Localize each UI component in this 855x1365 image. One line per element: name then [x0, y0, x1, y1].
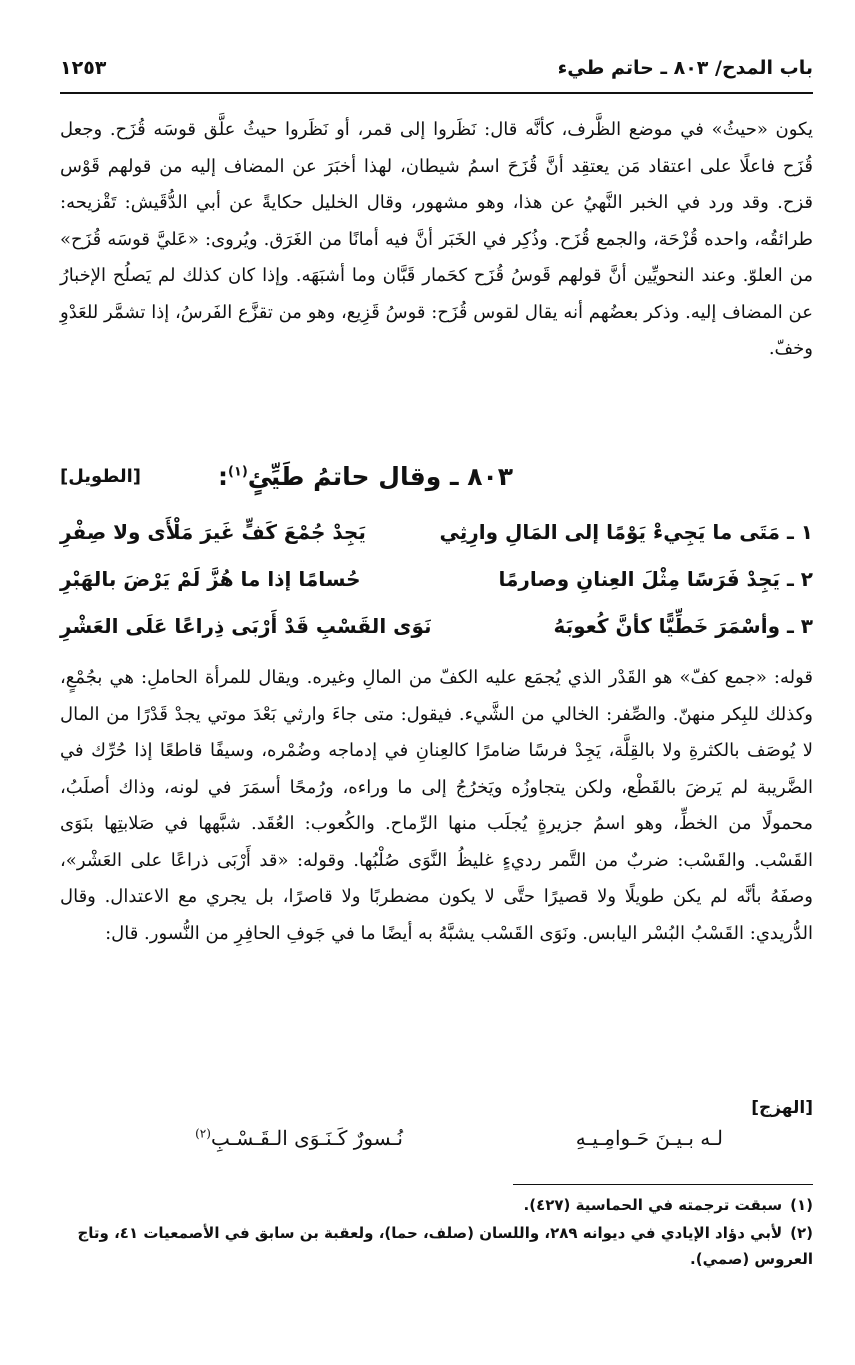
footnote-2-text: لأبي دؤاد الإيادي في ديوانه ٢٨٩، واللسان (صلف، حما)، ولعقبة بن سابق في الأصمعيات ٤١، وتاج العروس (صمي).	[77, 1224, 813, 1268]
footnote-divider	[513, 1184, 813, 1185]
verse-2-hemistich-2: حُسامًا إذا ما هُزَّ لَمْ يَرْضَ بالهَبْرِ	[60, 567, 361, 591]
verse-3-hemistich-1: ٣ ـ وأسْمَرَ خَطِّيًّا كأنَّ كُعوبَهُ	[553, 614, 813, 638]
footnote-1-number: (١)	[790, 1196, 813, 1214]
section-title: باب المدح/ ٨٠٣ ـ حاتم طيء	[557, 57, 813, 79]
verse-2	[60, 563, 813, 610]
footnote-1-text: سبقت ترجمته في الحماسية (٤٢٧).	[523, 1196, 783, 1214]
verse-1-hemistich-1: ١ ـ مَتَى ما يَجِيءْ يَوْمًا إلى المَالِ وارِثِي	[439, 520, 813, 544]
verse-1	[60, 516, 813, 563]
verse-1-hemistich-2: يَجِدْ جُمْعَ كَفٍّ غَيرَ مَلْأَى ولا صِفْرِ	[60, 520, 366, 544]
footnote-2-number: (٢)	[790, 1224, 813, 1242]
page-number: ١٢٥٣	[60, 57, 107, 79]
quoted-hemistich-2-wrap	[195, 1126, 403, 1150]
prose-paragraph: يكون «حيثُ» في موضع الظَّرف، كأنَّه قال: نَظَروا إلى قمر، أو نَظَروا حيثُ علَّق قوسَه قُزَح. وجعل قُزَح فاعلًا على اعتقاد مَن يعتقِد أنَّ قُزَحَ اسمُ شيطان، لهذا أخبَرَ عن المضاف إليه من قولهم قَوْس قزح. وقد ورد في الخبر النَّهيُ عن هذا، وهو مشهور، وقال الخليل حكايةً عن أبي الدُّقَيش: تَقْزيحه: طرائقُه، واحده قُزْحَة، والجمع قُزَح. وذُكِر في الخَبَر أنَّ فيه أمانًا من الغَرَق. ويُروى: «عَليَّ قوسَه قُزَح» من العلوّ. وعند النحويِّين أنَّ قولهم قَوسُ قُزَح كحَمار قَبَّان وما أشبَهَه. وإذا كان كذلك لم يَصلُح الإخبارُ عن المضاف إليه. وذكر بعضُهم أنه يقال لقوس قُزَح: قوسُ قَزِيع، وهو من تقزَّع الفَرسُ، إذا تشمَّر للعَدْوِ وخفّ.	[60, 119, 813, 359]
poem-verses	[60, 516, 813, 657]
poem-meter: [الطويل]	[60, 466, 142, 487]
footnotes	[60, 1192, 813, 1274]
verse-2-hemistich-1: ٢ ـ يَجِدْ فَرَسًا مِثْلَ العِنانِ وصارمًا	[498, 567, 813, 591]
verse-3-hemistich-2: نَوَى القَسْبِ قَدْ أَرْبَى ذِراعًا عَلَى العَشْرِ	[60, 614, 432, 638]
quoted-hemistich-1: لـه بـيـنَ حَـوامِـيـهِ	[575, 1126, 723, 1150]
footnote-2	[60, 1220, 813, 1272]
quoted-verse	[60, 1126, 813, 1166]
poem-title-text: ٨٠٣ ـ وقال حاتمُ طَيِّئٍ	[247, 462, 513, 491]
commentary-paragraph: قوله: «جمع كفّ» هو القَدْر الذي يُجمَع عليه الكفّ من المالِ وغيره. ويقال للمرأة الحاملِ: هي بجُمْعٍ، وكذلك للبِكر منهنّ. والصِّفر: الخالي من الشَّيء. فيقول: متى جاءَ وارثي بَعْدَ موتي يجدْ قَدْرًا من المال لا يُوصَف بالكثرةِ ولا بالقِلَّة، يَجِدْ فرسًا ضامرًا كالعِنانِ في إدماجه وضُمْره، وسيفًا قاطعًا إذا حُرِّك في الضَّريبة لم يَرضَ بالقَطْع، ولكن يتجاوزُه ويَخرُجُ إلى ما وراءه، ورُمحًا أسمَرَ في لونه، وذاك أصلَبُ، محمولًا من الخطِّ، وهو اسمُ جزيرةٍ يُجلَب منها الرِّماح. والكُعوب: العُقَد. شبَّهها في صَلابتِها بنَوَى القَسْب. والقَسْب: ضربٌ من التَّمر رديءٍ غليظُ النَّوَى صُلْبُها. وقوله: «قد أَرْبَى ذراعًا على العَشْر»، وصفَهُ بأنَّه لم يكن طويلًا ولا قصيرًا حتَّى لا يكون مضطربًا ولا قاصرًا، بل يجري مع الاعتدال. وقال الدُّريدي: القَسْبُ البُسْر اليابس. ونَوَى القَسْب يشبَّهُ به أيضًا ما في جَوفِ الحافِرِ من النُّسور. قال:	[60, 667, 813, 944]
footnote-ref-1[interactable]: (١)	[227, 464, 248, 480]
quoted-hemistich-2: نُـسورٌ كَـنَـوَى الـقَـسْـبِ	[210, 1126, 403, 1150]
running-header	[60, 48, 813, 88]
poem-title-colon: :	[217, 462, 228, 491]
poem-title	[218, 462, 513, 491]
quote-meter: [الهزج]	[751, 1098, 813, 1118]
poem-heading	[60, 456, 813, 504]
footnote-ref-2[interactable]: (٢)	[195, 1126, 211, 1141]
header-divider	[60, 92, 813, 94]
verse-3	[60, 610, 813, 657]
footnote-1	[60, 1192, 813, 1218]
